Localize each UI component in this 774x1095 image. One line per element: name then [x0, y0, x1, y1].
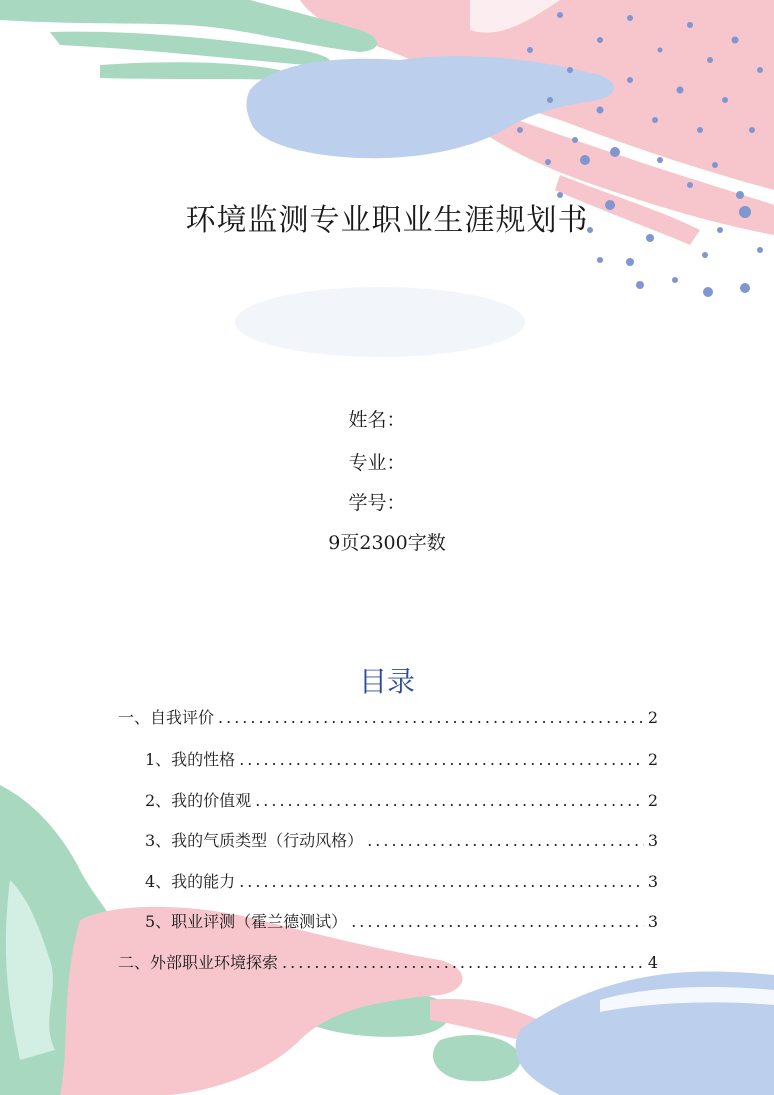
name-field-label: 姓名： — [348, 409, 406, 431]
toc-entry-label: 2、我的价值观 — [145, 791, 252, 810]
toc-page-number: 2 — [647, 791, 658, 810]
toc-leader-dots — [367, 831, 644, 850]
toc-entry-label: 5、职业评测（霍兰德测试） — [145, 912, 348, 931]
toc-entry-label: 一、自我评价 — [118, 708, 215, 727]
document-title: 环境监测专业职业生涯规划书 — [185, 203, 589, 238]
toc-entry-label: 二、外部职业环境探索 — [118, 953, 279, 972]
toc-entry[interactable] — [118, 950, 658, 974]
toc-leader-dots — [239, 872, 644, 891]
toc-entry[interactable] — [145, 788, 658, 812]
toc-leader-dots — [239, 750, 644, 769]
toc-entry[interactable] — [145, 747, 658, 771]
toc-entry-label: 4、我的能力 — [145, 872, 236, 891]
toc-leader-dots — [282, 953, 644, 972]
toc-page-number: 3 — [647, 912, 658, 931]
toc-entry[interactable] — [145, 828, 658, 852]
toc-entry[interactable] — [145, 869, 658, 893]
toc-page-number: 3 — [647, 872, 658, 891]
toc-leader-dots — [255, 791, 644, 810]
toc-leader-dots — [351, 912, 644, 931]
toc-leader-dots — [218, 708, 644, 727]
toc-page-number: 2 — [647, 708, 658, 727]
toc-page-number: 2 — [647, 750, 658, 769]
toc-entry-label: 1、我的性格 — [145, 750, 236, 769]
toc-entry[interactable] — [118, 705, 658, 729]
toc-heading: 目录 — [358, 665, 415, 698]
page-word-count: 9页2300字数 — [328, 532, 446, 554]
major-field-label: 专业： — [348, 452, 406, 474]
toc-page-number: 3 — [647, 831, 658, 850]
toc-page-number: 4 — [647, 953, 658, 972]
toc-entry[interactable] — [145, 909, 658, 933]
student-id-field-label: 学号： — [348, 492, 406, 514]
toc-entry-label: 3、我的气质类型（行动风格） — [145, 831, 364, 850]
